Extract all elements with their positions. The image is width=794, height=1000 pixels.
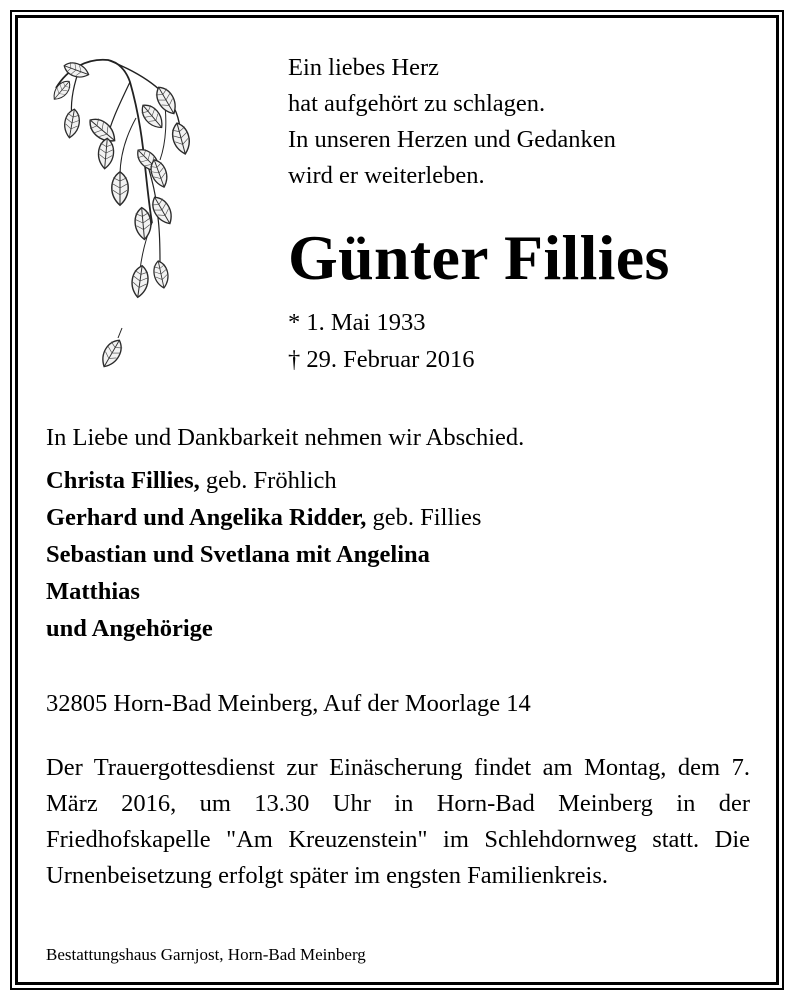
mourner-entry — [46, 536, 481, 573]
mourner-name: Gerhard und Angelika Ridder, — [46, 504, 367, 531]
verse-line: hat aufgehört zu schlagen. — [288, 90, 546, 117]
birch-branch-icon — [48, 48, 198, 378]
mourner-entry — [46, 573, 481, 610]
mourner-entry — [46, 610, 481, 647]
birth-date: * 1. Mai 1933 — [288, 309, 426, 336]
verse-line: In unseren Herzen und Gedanken — [288, 126, 616, 153]
mourner-name: Christa Fillies, — [46, 467, 200, 494]
mourner-name: Matthias — [46, 578, 140, 605]
farewell-line: In Liebe und Dankbarkeit nehmen wir Abschied. — [46, 424, 525, 451]
mourner-entry — [46, 499, 481, 536]
undertaker-credit: Bestattungshaus Garnjost, Horn-Bad Meinberg — [46, 945, 366, 964]
mourner-name: Sebastian und Svetlana mit Angelina — [46, 541, 430, 568]
verse-line: Ein liebes Herz — [288, 54, 440, 81]
life-dates — [288, 304, 474, 378]
mourners-list — [46, 462, 481, 647]
mourner-name: und Angehörige — [46, 615, 213, 642]
mourner-note: geb. Fröhlich — [199, 467, 337, 494]
deceased-name: Günter Fillies — [288, 222, 670, 293]
address-line: 32805 Horn-Bad Meinberg, Auf der Moorlage 14 — [46, 690, 531, 717]
mourner-note: geb. Fillies — [366, 504, 482, 531]
service-announcement: Der Trauergottesdienst zur Einäscherung findet am Montag, dem 7. März 2016, um 13.30 Uhr in Horn-Bad Meinberg in der Friedhofskapelle "Am Kreuzenstein" im Schlehdornweg statt. Die Urnenbeisetzung erfolgt später im engsten Familienkreis. — [46, 754, 750, 889]
mourner-entry — [46, 462, 481, 499]
memorial-verse — [288, 50, 616, 194]
death-date: † 29. Februar 2016 — [288, 346, 475, 373]
verse-line: wird er weiterleben. — [288, 162, 485, 189]
